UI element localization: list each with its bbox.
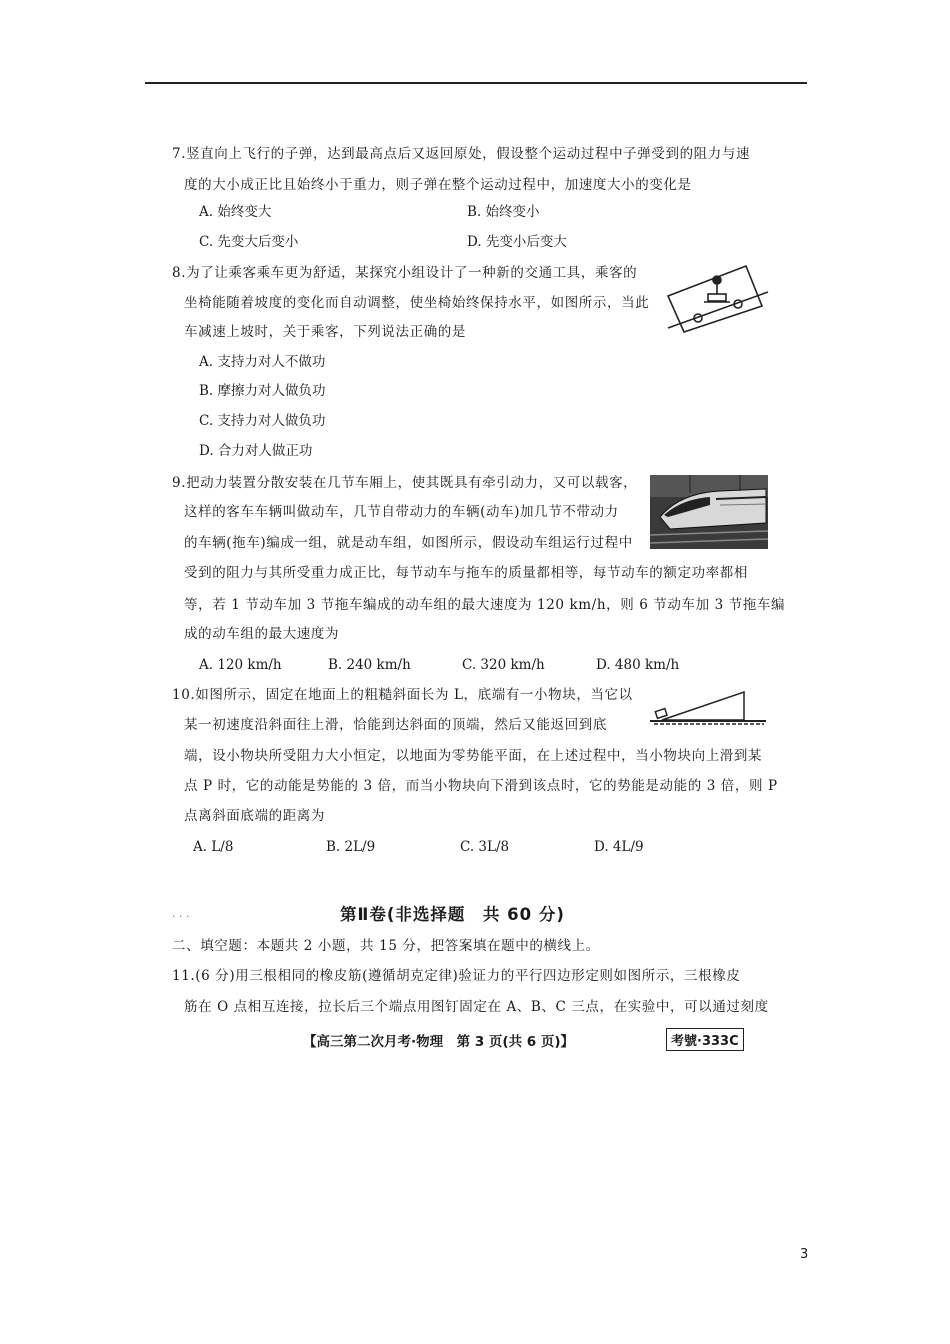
q10-option-c: C. 3L/8: [460, 839, 510, 855]
q8-option-a: A. 支持力对人不做功: [199, 354, 326, 370]
q8-option-c: C. 支持力对人做负功: [199, 413, 326, 429]
q11-line1: 11.(6 分)用三根相同的橡皮筋(遵循胡克定律)验证力的平行四边形定则如图所示，三根橡皮: [172, 968, 741, 984]
q8-option-b: B. 摩擦力对人做负功: [199, 383, 326, 399]
q8-option-d: D. 合力对人做正功: [199, 443, 313, 459]
q9-option-b: B. 240 km/h: [328, 657, 411, 673]
q9-line6: 成的动车组的最大速度为: [184, 626, 340, 642]
q8-line3: 车减速上坡时，关于乘客，下列说法正确的是: [184, 324, 466, 340]
page-footer: 【高三第二次月考·物理 第 3 页(共 6 页)】: [303, 1034, 575, 1050]
q10-line3: 端，设小物块所受阻力大小恒定，以地面为零势能平面，在上述过程中，当小物块向上滑到某: [184, 748, 763, 764]
q10-line4: 点 P 时，它的动能是势能的 3 倍，而当小物块向下滑到该点时，它的势能是动能的 3 倍，则 P: [184, 778, 778, 794]
q8-line2: 坐椅能随着坡度的变化而自动调整，使坐椅始终保持水平，如图所示，当此: [184, 295, 650, 311]
top-rule: [145, 82, 807, 84]
q9-line4: 受到的阻力与其所受重力成正比，每节动车与拖车的质量都相等，每节动车的额定功率都相: [184, 565, 748, 581]
q10-option-b: B. 2L/9: [326, 839, 376, 855]
section-instruction: 二、填空题：本题共 2 小题，共 15 分，把答案填在题中的横线上。: [172, 938, 600, 954]
q10-option-a: A. L/8: [193, 839, 234, 855]
q7-option-c: C. 先变大后变小: [199, 234, 299, 250]
q11-line2: 筋在 O 点相互连接，拉长后三个端点用图钉固定在 A、B、C 三点，在实验中，可以通过刻度: [184, 999, 769, 1015]
q7-line2: 度的大小成正比且始终小于重力，则子弹在整个运动过程中，加速度大小的变化是: [184, 177, 692, 193]
train-photo: [650, 475, 768, 549]
q9-line1: 9.把动力装置分散安装在几节车厢上，使其既具有牵引动力，又可以载客，: [172, 475, 638, 491]
q9-option-a: A. 120 km/h: [199, 657, 282, 673]
q9-line2: 这样的客车车辆叫做动车，几节自带动力的车辆(动车)加几节不带动力: [184, 504, 619, 520]
q8-line1: 8.为了让乘客乘车更为舒适，某探究小组设计了一种新的交通工具，乘客的: [172, 265, 638, 281]
q7-option-b: B. 始终变小: [467, 204, 540, 220]
incline-figure: [648, 688, 768, 728]
vehicle-slope-figure: [664, 262, 774, 334]
q7-line1: 7.竖直向上飞行的子弹，达到最高点后又返回原处，假设整个运动过程中子弹受到的阻力与速: [172, 146, 751, 162]
q10-line2: 某一初速度沿斜面往上滑，恰能到达斜面的顶端，然后又能返回到底: [184, 717, 607, 733]
q10-line1: 10.如图所示，固定在地面上的粗糙斜面长为 L，底端有一小物块，当它以: [172, 687, 633, 703]
scan-artifact: · · ·: [172, 910, 190, 923]
q9-option-c: C. 320 km/h: [462, 657, 545, 673]
section-title: 第Ⅱ卷(非选择题 共 60 分): [340, 905, 565, 924]
q10-option-d: D. 4L/9: [594, 839, 644, 855]
q9-option-d: D. 480 km/h: [596, 657, 680, 673]
q7-option-a: A. 始终变大: [199, 204, 272, 220]
exam-code: 考號·333C: [666, 1028, 744, 1051]
page-number: 3: [800, 1247, 809, 1262]
q9-line3: 的车辆(拖车)编成一组，就是动车组，如图所示，假设动车组运行过程中: [184, 535, 633, 551]
q7-option-d: D. 先变小后变大: [467, 234, 567, 250]
q9-line5: 等，若 1 节动车加 3 节拖车编成的动车组的最大速度为 120 km/h，则 6 节动车加 3 节拖车编: [184, 597, 786, 613]
q10-line5: 点离斜面底端的距离为: [184, 808, 325, 824]
